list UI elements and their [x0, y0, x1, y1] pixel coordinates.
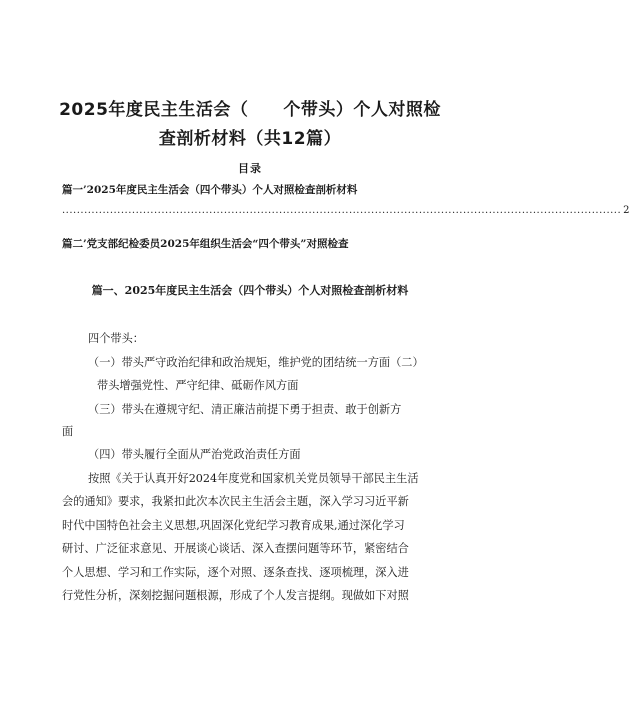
toc-heading: 目录: [238, 162, 262, 175]
body-line-11: 个人思想、学习和工作实际，逐个对照、逐条查找、逐项梳理，深入进: [62, 566, 409, 579]
body-line-8: 会的通知》要求，我紧扣此次本次民主生活会主题，深入学习习近平新: [62, 495, 409, 508]
body-line-3: 带头增强党性、严守纪律、砥砺作风方面: [97, 379, 299, 392]
toc-dot-leader: ........................................................................................................................................................: [62, 205, 622, 216]
toc-item-1[interactable]: 篇一’2025年度民主生活会（四个带头）个人对照检查剖析材料: [62, 184, 358, 196]
body-line-1: 四个带头：: [88, 332, 144, 345]
document-title-line-1: 2025年度民主生活会（ 个带头）个人对照检: [59, 100, 441, 120]
body-line-9: 时代中国特色社会主义思想,巩固深化党纪学习教育成果,通过深化学习: [62, 519, 405, 532]
toc-item-1-leader: [62, 202, 630, 216]
toc-item-1-page-number: 2: [623, 205, 630, 216]
toc-item-2[interactable]: 篇二’党支部纪检委员2025年组织生活会“四个带头”对照检查: [62, 238, 349, 250]
document-title-line-2: 查剖析材料（共12篇）: [158, 129, 342, 149]
body-line-7: 按照《关于认真开好2024年度党和国家机关党员领导干部民主生活: [88, 472, 419, 485]
body-line-4: （三）带头在遵规守纪、清正廉洁前提下勇于担责、敢于创新方: [88, 403, 402, 416]
body-line-5: 面: [62, 425, 74, 438]
body-line-2: （一）带头严守政治纪律和政治规矩，维护党的团结统一方面（二）: [88, 356, 424, 369]
body-line-6: （四）带头履行全面从严治党政治责任方面: [88, 448, 301, 461]
body-line-12: 行党性分析，深刻挖掘问题根源，形成了个人发言提纲。现做如下对照: [62, 589, 409, 602]
section-1-heading: 篇一、2025年度民主生活会（四个带头）个人对照检查剖析材料: [91, 284, 409, 297]
body-line-10: 研讨、广泛征求意见、开展谈心谈话、深入查摆问题等环节，紧密结合: [62, 542, 409, 555]
